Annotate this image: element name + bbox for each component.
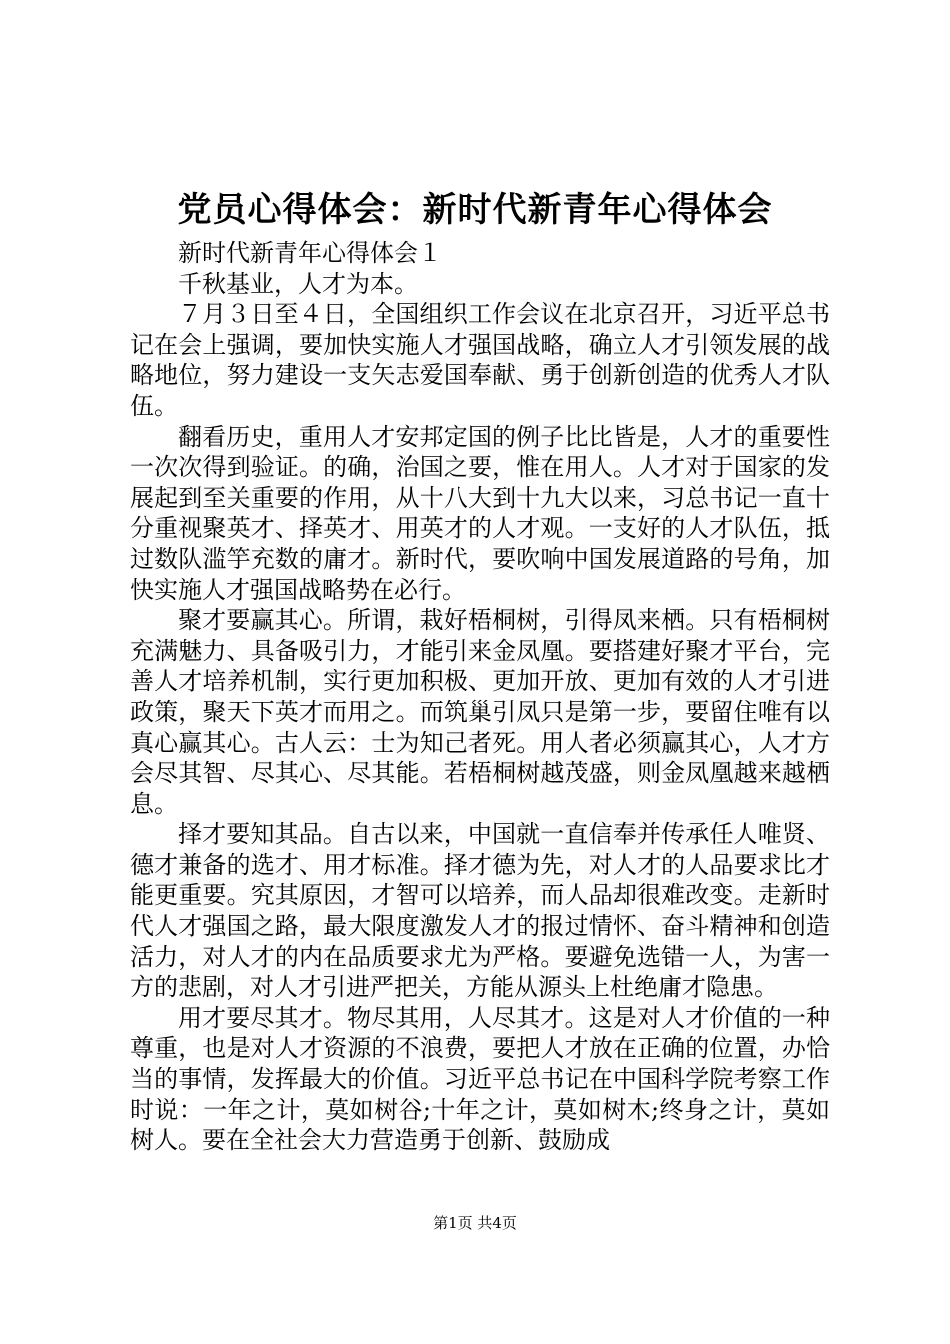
paragraph: 千秋基业，人才为本。 [178, 269, 418, 298]
paragraph: ７月３日至４日，全国组织工作会议在北京召开，习近平总书记在会上强调，要加快实施人才强国战略，确立人才引领发展的战略地位，努力建设一支矢志爱国奉献、勇于创新创造的优秀人才队伍。 [130, 300, 830, 420]
paragraph-subtitle: 新时代新青年心得体会１ [178, 239, 442, 267]
paragraph: 用才要尽其才。物尽其用，人尽其才。这是对人才价值的一种尊重，也是对人才资源的不浪费，要把人才放在正确的位置，办恰当的事情，发挥最大的价值。习近平总书记在中国科学院考察工作时说：一年之计，莫如树谷;十年之计，莫如树木;终身之计，莫如树人。要在全社会大力营造勇于创新、鼓励成 [130, 1003, 830, 1155]
paragraph: 聚才要赢其心。所谓，栽好梧桐树，引得凤来栖。只有梧桐树充满魅力、具备吸引力，才能引来金凤凰。要搭建好聚才平台，完善人才培养机制，实行更加积极、更加开放、更加有效的人才引进政策，聚天下英才而用之。而筑巢引凤只是第一步，要留住唯有以真心赢其心。古人云：士为知己者死。用人者必须赢其心，人才方会尽其智、尽其心、尽其能。若梧桐树越茂盛，则金凤凰越来越栖息。 [130, 606, 830, 818]
paragraph: 翻看历史，重用人才安邦定国的例子比比皆是，人才的重要性一次次得到验证。的确，治国之要，惟在用人。人才对于国家的发展起到至关重要的作用，从十八大到十九大以来，习总书记一直十分重视聚英才、择英才、用英才的人才观。一支好的人才队伍，抵过数队滥竽充数的庸才。新时代，要吹响中国发展道路的号角，加快实施人才强国战略势在必行。 [130, 422, 830, 604]
document-title: 党员心得体会：新时代新青年心得体会 [177, 190, 773, 230]
page-footer: 第1页 共4页 [433, 1214, 517, 1232]
paragraph: 择才要知其品。自古以来，中国就一直信奉并传承任人唯贤、德才兼备的选才、用才标准。择才德为先，对人才的人品要求比才能更重要。究其原因，才智可以培养，而人品却很难改变。走新时代人才强国之路，最大限度激发人才的报过情怀、奋斗精神和创造活力，对人才的内在品质要求尤为严格。要避免选错一人，为害一方的悲剧，对人才引进严把关，方能从源头上杜绝庸才隐患。 [130, 820, 830, 1002]
document-body [130, 238, 830, 1156]
